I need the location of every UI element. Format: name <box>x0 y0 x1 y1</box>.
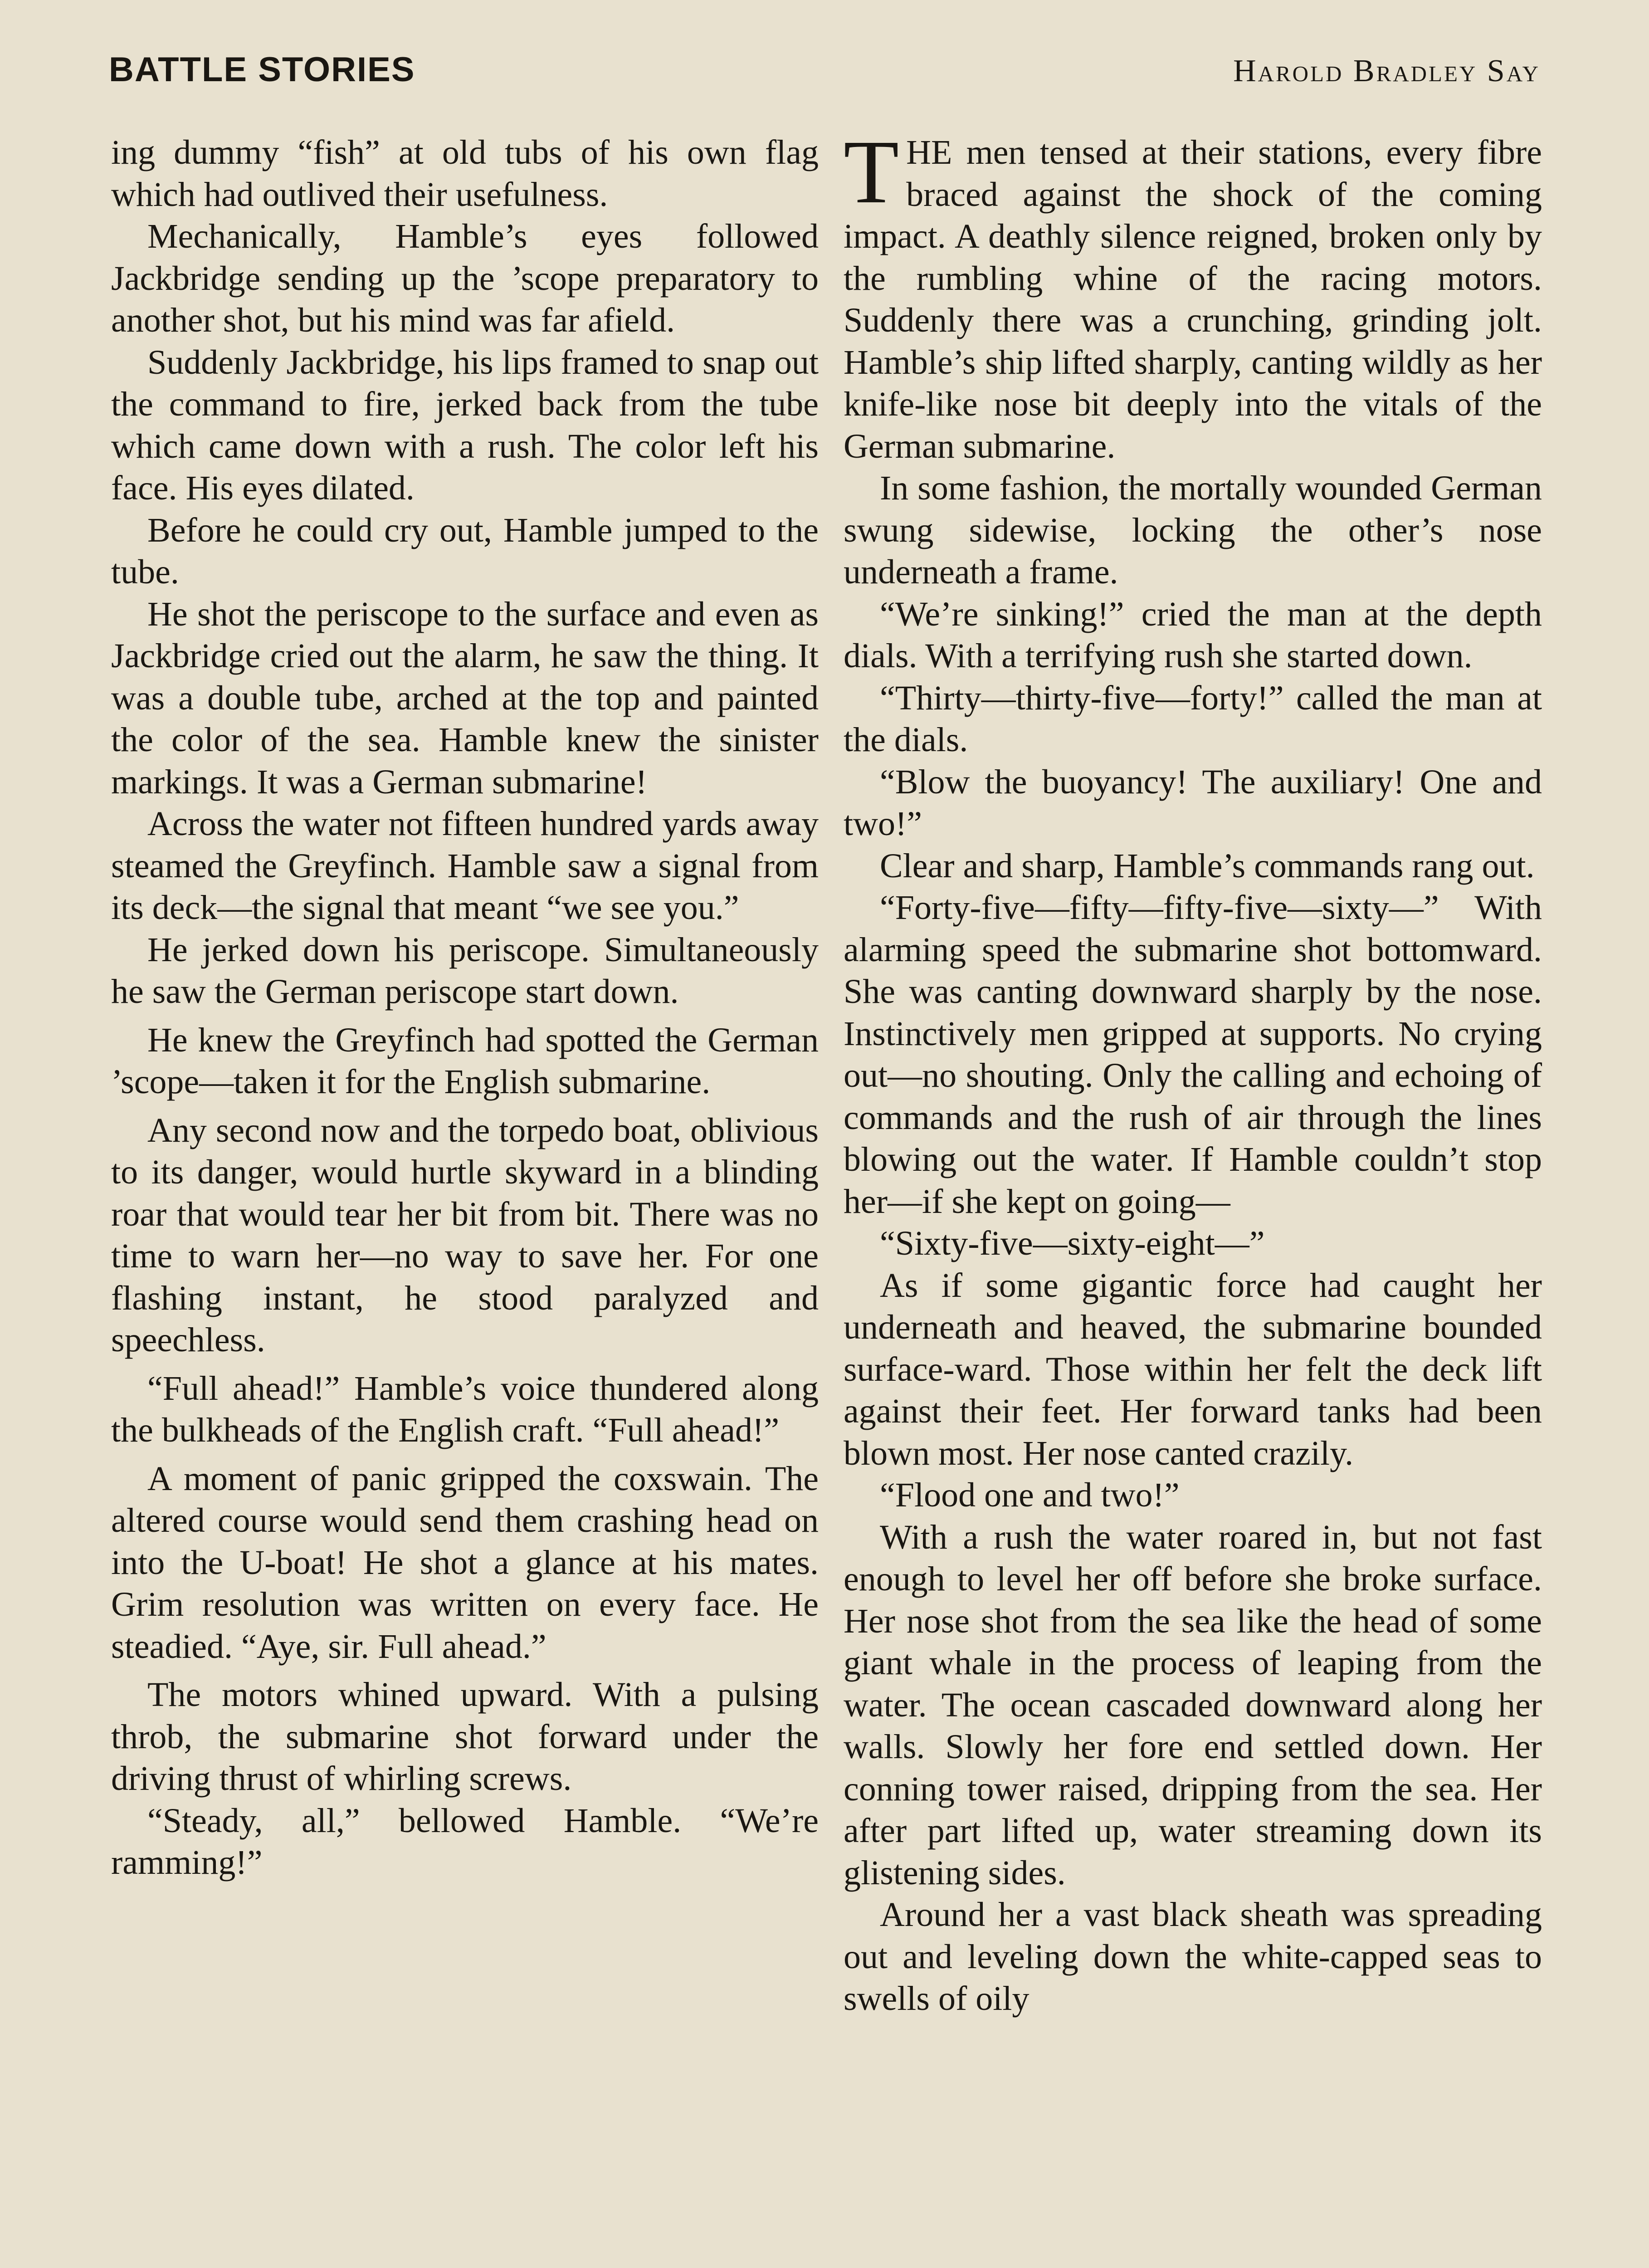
paragraph: A moment of panic gripped the coxswain. The altered course would send them crashing head on into the U-boat! He shot a glance at his mates. Grim resolution was written on every face. He steadied. “Aye, sir. Full ahead.” <box>111 1459 819 1666</box>
drop-cap: T <box>844 122 899 222</box>
paragraph: Any second now and the torpedo boat, oblivious to its danger, would hurtle skyward in a blinding roar that would tear her bit from bit. There was no time to warn her—no way to save her. For one flashing instant, he stood paralyzed and speechless. <box>111 1111 819 1359</box>
running-head <box>109 50 1540 100</box>
magazine-title: BATTLE STORIES <box>109 50 415 89</box>
paragraph: In some fashion, the mortally wounded German swung sidewise, locking the other’s nose underneath a frame. <box>844 469 1542 591</box>
paragraph: “Thirty—thirty-five—forty!” called the man at the dials. <box>844 679 1542 759</box>
paragraph-text: men tensed at their stations, every fibre braced against the shock of the coming impact. A deathly silence reigned, broken only by the rumbling whine of the racing motors. Suddenly there was a crunching, grinding jolt. Hamble’s ship lifted sharply, canting wildly as her knife-like nose bit deeply into the vitals of the German submarine. <box>844 133 1542 465</box>
paragraph: “Forty-five—fifty—fifty-five—sixty—” With alarming speed the submarine shot bottomward. She was canting downward sharply by the nose. Instinctively men gripped at supports. No crying out—no shouting. Only the calling and echoing of commands and the rush of air through the lines blowing out the water. If Hamble couldn’t stop her—if she kept on going— <box>844 889 1542 1221</box>
paragraph: Clear and sharp, Hamble’s commands rang out. <box>880 846 1535 885</box>
paragraph: Around her a vast black sheath was spreading out and leveling down the white-capped seas to swells of oily <box>844 1896 1542 2018</box>
paragraph: ing dummy “fish” at old tubs of his own flag which had outlived their usefulness. <box>111 133 819 214</box>
paragraph: Mechanically, Hamble’s eyes followed Jackbridge sending up the ’scope preparatory to another shot, but his mind was far afield. <box>111 217 819 339</box>
paragraph: “Flood one and two!” <box>880 1476 1180 1514</box>
paragraph: Suddenly Jackbridge, his lips framed to snap out the command to fire, jerked back from the tube which came down with a rush. The color left his face. His eyes dilated. <box>111 343 819 507</box>
left-column <box>111 132 819 1884</box>
paragraph: With a rush the water roared in, but not fast enough to level her off before she broke surface. Her nose shot from the sea like the head of some giant whale in the process of leaping from the water. The ocean cascaded downward along her walls. Slowly her fore end settled down. Her conning tower raised, dripping from the sea. Her after part lifted up, water streaming down its glistening sides. <box>844 1518 1542 1892</box>
paragraph: “We’re sinking!” cried the man at the depth dials. With a terrifying rush she started down. <box>844 595 1542 675</box>
paragraph: Across the water not fifteen hundred yards away steamed the Greyfinch. Hamble saw a signal from its deck—the signal that meant “we see you.” <box>111 805 819 927</box>
right-column <box>844 122 1542 2020</box>
paragraph: “Blow the buoyancy! The auxiliary! One and two!” <box>844 763 1542 843</box>
paragraph: He shot the periscope to the surface and even as Jackbridge cried out the alarm, he saw the thing. It was a double tube, arched at the top and painted the color of the sea. Hamble knew the sinister markings. It was a German submarine! <box>111 595 819 801</box>
paragraph: He knew the Greyfinch had spotted the German ’scope—taken it for the English submarine. <box>111 1021 819 1101</box>
paragraph: “Steady, all,” bellowed Hamble. “We’re ramming!” <box>111 1801 819 1882</box>
paragraph: “Sixty-five—sixty-eight—” <box>880 1224 1265 1262</box>
paragraph: Before he could cry out, Hamble jumped to the tube. <box>111 511 819 591</box>
lead-in: HE <box>906 133 952 171</box>
paragraph: As if some gigantic force had caught her underneath and heaved, the submarine bounded surface-ward. Those within her felt the deck lift against their feet. Her forward tanks had been blown most. Her nose canted crazily. <box>844 1266 1542 1472</box>
author-name: Harold Bradley Say <box>1233 54 1540 88</box>
paragraph: “Full ahead!” Hamble’s voice thundered along the bulkheads of the English craft. “Full ahead!” <box>111 1369 819 1449</box>
paragraph: The motors whined upward. With a pulsing throb, the submarine shot forward under the driving thrust of whirling screws. <box>111 1676 819 1798</box>
paragraph: He jerked down his periscope. Simultaneously he saw the German periscope start down. <box>111 930 819 1011</box>
paragraph <box>844 122 1542 467</box>
